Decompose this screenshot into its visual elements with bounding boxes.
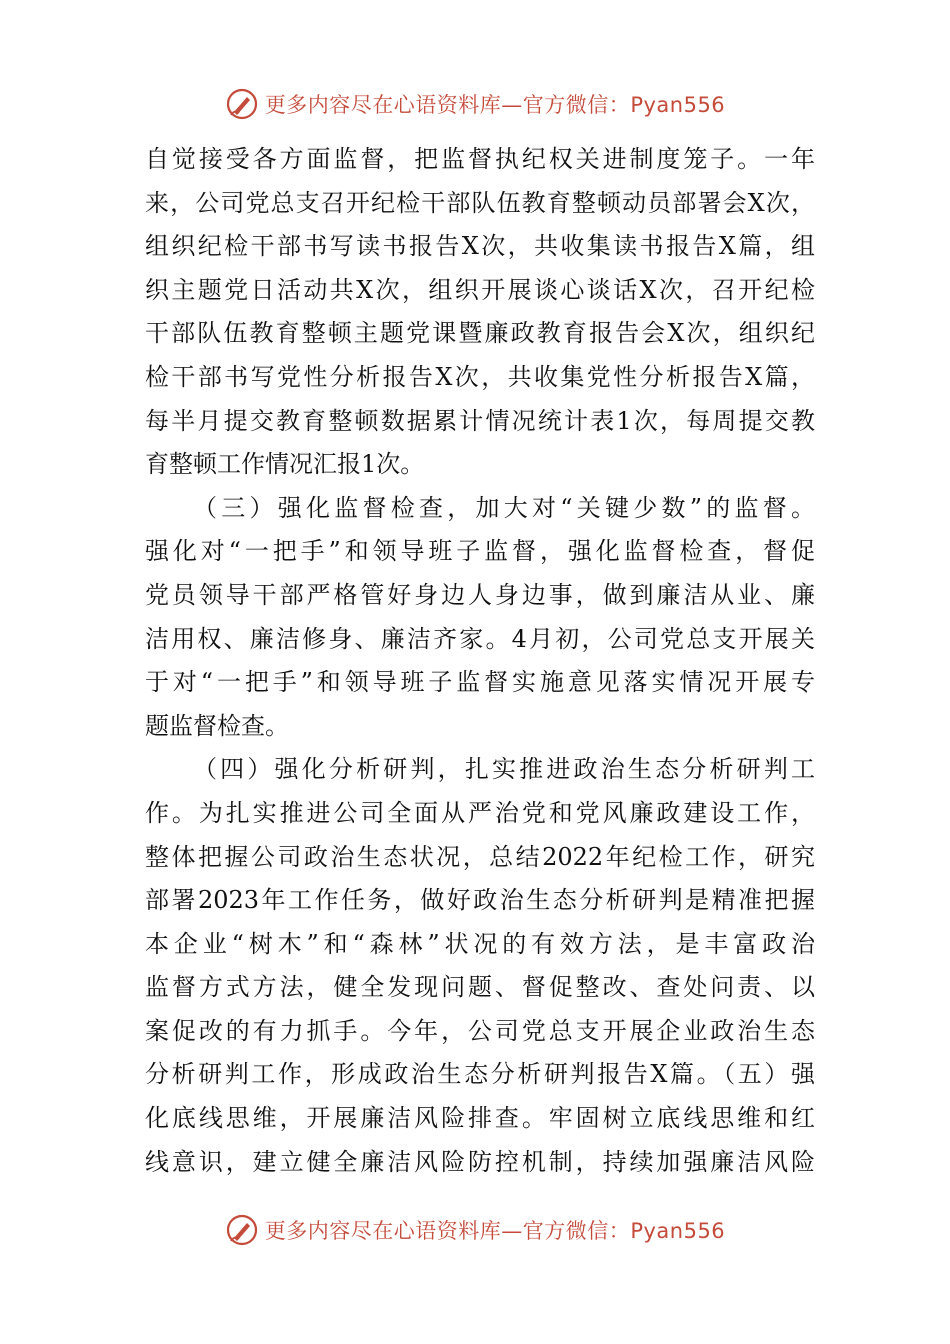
text-line: 线意识，建立健全廉洁风险防控机制，持续加强廉洁风险: [145, 1147, 815, 1176]
pen-circle-logo-icon: [225, 1213, 259, 1247]
text-line: 检干部书写党性分析报告X次，共收集党性分析报告X篇，: [145, 362, 815, 391]
section-heading-line: （四）强化分析研判，扎实推进政治生态分析研判工: [193, 755, 815, 784]
section-heading-line: （三）强化监督检查，加大对“关键少数”的监督。: [193, 493, 815, 522]
wechat-id: Pyan556: [630, 93, 726, 117]
text-line: 自觉接受各方面监督，把监督执纪权关进制度笼子。一年: [145, 145, 815, 173]
banner-text: 更多内容尽在心语资料库—官方微信：Pyan556: [264, 1219, 726, 1243]
text-line: 分析研判工作，形成政治生态分析研判报告X篇。（五）强: [145, 1060, 815, 1089]
text-line: 党员领导干部严格管好身边人身边事，做到廉洁从业、廉: [145, 580, 815, 609]
pen-circle-logo-icon: [225, 87, 259, 121]
document-body: [145, 138, 815, 1184]
text-line: 织主题党日活动共X次，组织开展谈心谈话X次，召开纪检: [145, 275, 815, 304]
text-line: 整体把握公司政治生态状况，总结2022年纪检工作，研究: [145, 842, 815, 871]
text-line: 每半月提交教育整顿数据累计情况统计表1次，每周提交教: [145, 406, 815, 435]
text-line: 洁用权、廉洁修身、廉洁齐家。4月初，公司党总支开展关: [145, 624, 815, 653]
text-line: 化底线思维，开展廉洁风险排查。牢固树立底线思维和红: [145, 1104, 815, 1133]
text-line: 组织纪检干部书写读书报告X次，共收集读书报告X篇，组: [145, 232, 815, 261]
text-line: 监督方式方法，健全发现问题、督促整改、查处问责、以: [145, 973, 815, 1002]
text-line: 于对“一把手”和领导班子监督实施意见落实情况开展专: [145, 668, 815, 697]
text-line: 本企业“树木”和“森林”状况的有效方法，是丰富政治: [145, 929, 815, 958]
text-line: 部署2023年工作任务，做好政治生态分析研判是精准把握: [145, 886, 815, 915]
text-line: 案促改的有力抓手。今年，公司党总支开展企业政治生态: [145, 1016, 815, 1045]
text-line: 育整顿工作情况汇报1次。: [145, 450, 425, 479]
text-line: 强化对“一把手”和领导班子监督，强化监督检查，督促: [145, 537, 815, 566]
banner-text: 更多内容尽在心语资料库—官方微信：Pyan556: [264, 93, 726, 117]
text-line: 作。为扎实推进公司全面从严治党和党风廉政建设工作，: [145, 798, 815, 827]
wechat-id: Pyan556: [630, 1219, 726, 1243]
text-line: 来，公司党总支召开纪检干部队伍教育整顿动员部署会X次，: [145, 188, 815, 217]
text-line: 干部队伍教育整顿主题党课暨廉政教育报告会X次，组织纪: [145, 319, 815, 348]
footer-banner: [0, 1210, 950, 1250]
text-line: 题监督检查。: [145, 711, 289, 740]
header-banner: [0, 84, 950, 124]
